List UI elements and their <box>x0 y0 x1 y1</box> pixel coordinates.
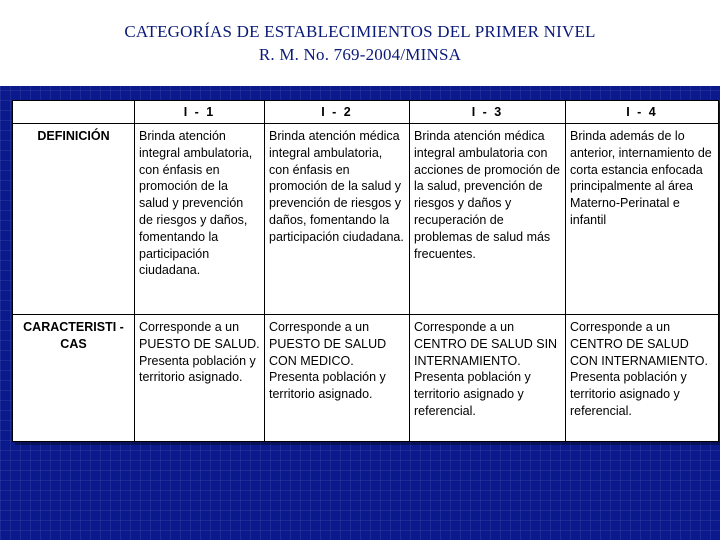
slide-title <box>0 20 720 66</box>
row-label-definicion: DEFINICIÓN <box>13 124 135 315</box>
title-line-2: R. M. No. 769-2004/MINSA <box>258 45 462 64</box>
header-i2: I - 2 <box>265 101 410 124</box>
cell-definicion-i4: Brinda además de lo anterior, internamiento de corta estancia enfocada principalmente al área Materno-Perinatal e infantil <box>566 124 719 315</box>
title-line-1: CATEGORÍAS DE ESTABLECIMIENTOS DEL PRIMER NIVEL <box>124 22 596 41</box>
cell-caracteristicas-i3: Corresponde a un CENTRO DE SALUD SIN INTERNAMIENTO. Presenta población y territorio asignado y referencial. <box>410 315 566 442</box>
categories-table <box>12 100 719 442</box>
header-row <box>13 101 719 124</box>
cell-caracteristicas-i2: Corresponde a un PUESTO DE SALUD CON MEDICO. Presenta población y territorio asignado. <box>265 315 410 442</box>
table-row-definicion <box>13 124 719 315</box>
header-i1: I - 1 <box>135 101 265 124</box>
cell-definicion-i2: Brinda atención médica integral ambulatoria, con énfasis en promoción de la salud y prevención de riesgos y daños, fomentando la participación ciudadana. <box>265 124 410 315</box>
header-empty <box>13 101 135 124</box>
header-i3: I - 3 <box>410 101 566 124</box>
header-i4: I - 4 <box>566 101 719 124</box>
cell-caracteristicas-i4: Corresponde a un CENTRO DE SALUD CON INTERNAMIENTO. Presenta población y territorio asignado y referencial. <box>566 315 719 442</box>
row-label-caracteristicas: CARACTERISTI -CAS <box>13 315 135 442</box>
table-row-caracteristicas <box>13 315 719 442</box>
cell-caracteristicas-i1: Corresponde a un PUESTO DE SALUD. Presenta población y territorio asignado. <box>135 315 265 442</box>
cell-definicion-i1: Brinda atención integral ambulatoria, con énfasis en promoción de la salud y prevención de riesgos y daños, fomentando la participación ciudadana. <box>135 124 265 315</box>
cell-definicion-i3: Brinda atención médica integral ambulatoria con acciones de promoción de la salud, prevención de riesgos y daños y recuperación de problemas de salud más frecuentes. <box>410 124 566 315</box>
